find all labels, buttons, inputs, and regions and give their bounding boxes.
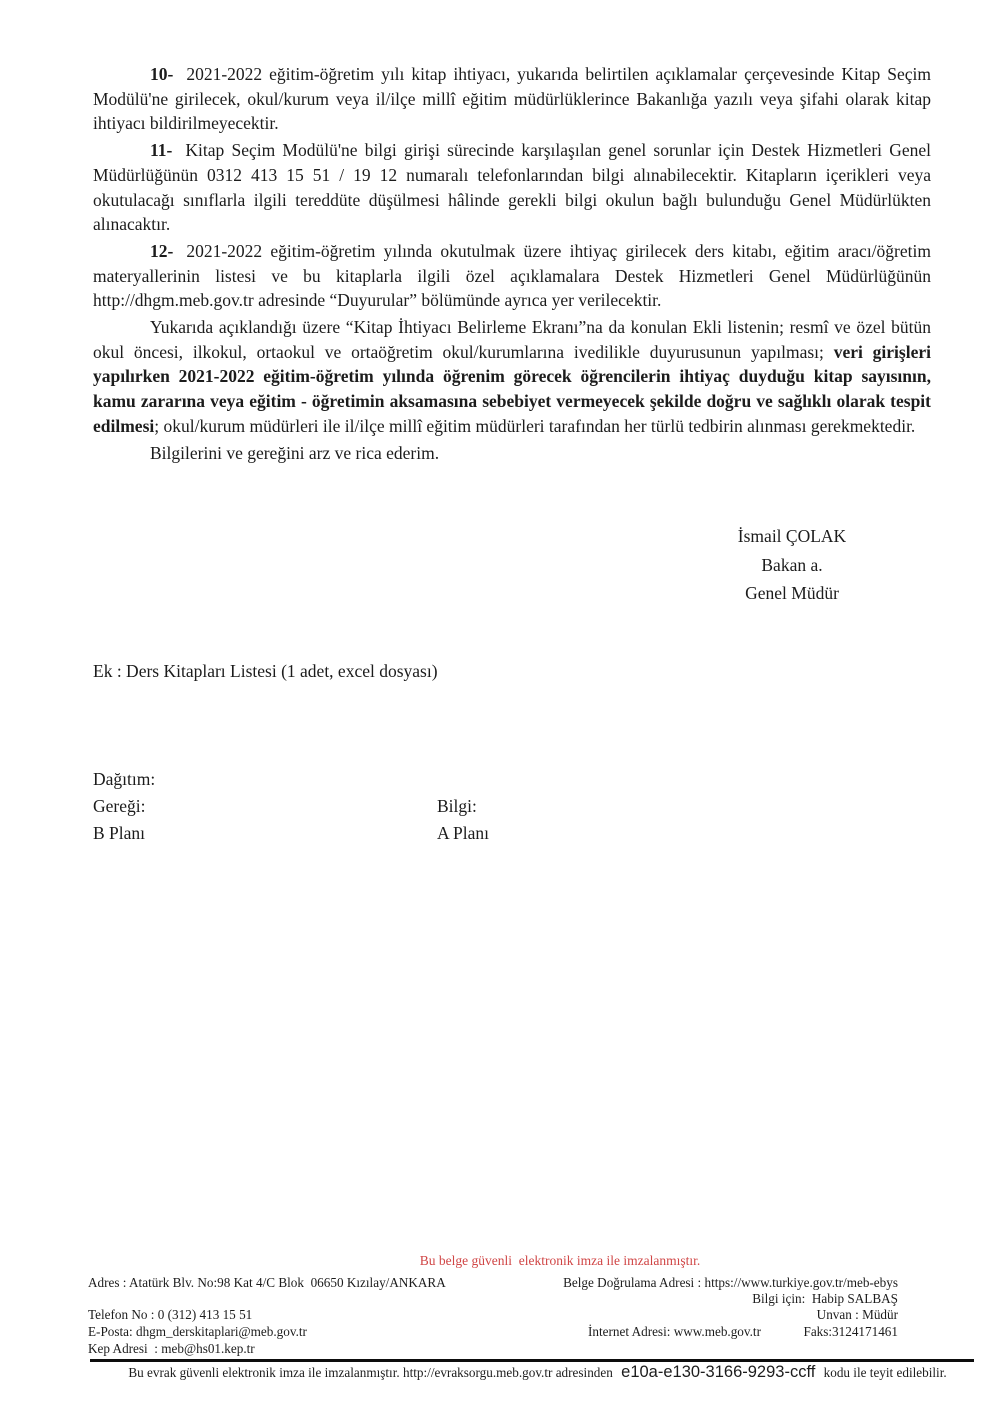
paragraph-11-number: 11- xyxy=(150,140,173,161)
footer-kep: Kep Adresi : meb@hs01.kep.tr xyxy=(88,1341,255,1356)
footer-title: Unvan : Müdür xyxy=(816,1307,898,1322)
signer-title-2: Genel Müdür xyxy=(745,583,839,604)
verification-suffix: kodu ile teyit edilebilir. xyxy=(820,1365,947,1380)
letter-body xyxy=(93,62,931,467)
footer-address: Adres : Atatürk Blv. No:98 Kat 4/C Blok 06650 Kızılay/ANKARA xyxy=(88,1275,446,1290)
distribution-block xyxy=(93,766,693,847)
final-paragraph-part3: ; okul/kurum müdürleri ile il/ilçe millî eğitim müdürleri tarafından her türlü tedbirin alınması gerekmektedir. xyxy=(154,415,916,436)
footer-info-contact: Bilgi için: Habip SALBAŞ xyxy=(752,1291,898,1306)
footer-divider xyxy=(90,1359,974,1362)
paragraph-11-text: Kitap Seçim Modülü'ne bilgi girişi sürecinde karşılaşılan genel sorunlar için Destek Hizmetleri Genel Müdürlüğünün 0312 413 15 51 / 19 12 numaralı telefonlarından bilgi alınabilecektir. Kitapların içerikleri veya okutulacağı sınıflarla ilgili tereddüte düşülmesi hâlinde gerekli bilgi okulun bağlı bulunduğu Genel Müdürlükten alınacaktır. xyxy=(93,140,931,235)
distribution-labels-row xyxy=(93,793,693,820)
footer-phone: Telefon No : 0 (312) 413 15 51 xyxy=(88,1307,253,1322)
esign-notice: Bu belge güvenli elektronik imza ile imzalanmıştır. xyxy=(419,1253,701,1268)
verification-line xyxy=(75,1363,1000,1382)
distribution-left-label: Gereği: xyxy=(93,796,146,816)
signer-title-1: Bakan a. xyxy=(761,554,823,575)
distribution-values-row xyxy=(93,820,693,847)
paragraph-12-text: 2021-2022 eğitim-öğretim yılında okutulmak üzere ihtiyaç girilecek ders kitabı, eğitim aracı/öğretim materyallerinin listesi ve bu kitaplarla ilgili özel açıklamalara Destek Hizmetleri Genel Müdürlüğünün http://dhgm.meb.gov.tr adresinde “Duyurular” bölümünde ayrıca yer verilecektir. xyxy=(93,240,931,311)
paragraph-12-number: 12- xyxy=(150,240,174,261)
footer-web: İnternet Adresi: www.meb.gov.tr xyxy=(588,1324,761,1339)
verification-code: e10a-e130-3166-9293-ccff xyxy=(621,1363,816,1381)
paragraph-final xyxy=(93,315,931,439)
distribution-heading: Dağıtım: xyxy=(93,769,156,789)
signer-name: İsmail ÇOLAK xyxy=(737,526,847,546)
paragraph-10-text: 2021-2022 eğitim-öğretim yılı kitap ihtiyacı, yukarıda belirtilen açıklamalar çerçevesinde Kitap Seçim Modülü'ne girilecek, okul/kurum veya il/ilçe millî eğitim müdürlüklerince Bakanlığa yazılı veya şifahi olarak kitap ihtiyacı bildirilmeyecektir. xyxy=(93,64,931,134)
signature-block xyxy=(632,522,952,608)
footer-email: E-Posta: dhgm_derskitaplari@meb.gov.tr xyxy=(88,1324,307,1339)
paragraph-10-number: 10- xyxy=(150,64,174,84)
attachment-line: Ek : Ders Kitapları Listesi (1 adet, excel dosyası) xyxy=(93,661,438,681)
final-paragraph-part1: Yukarıda açıklandığı üzere “Kitap İhtiyacı Belirleme Ekranı”na da konulan Ekli listenin; resmî ve özel bütün okul öncesi, ilkokul, ortaokul ve ortaöğretim okul/kurumlarına ivedilikle duyurusunun yapılması; xyxy=(93,317,931,362)
paragraph-12 xyxy=(93,239,931,313)
paragraph-11 xyxy=(93,138,931,237)
closing-line: Bilgilerini ve gereğini arz ve rica ederim. xyxy=(150,442,440,463)
paragraph-10 xyxy=(93,62,931,136)
footer-fax: Faks:3124171461 xyxy=(803,1324,898,1339)
distribution-right-label: Bilgi: xyxy=(437,796,477,816)
distribution-right-value: A Planı xyxy=(437,823,490,843)
verification-prefix: Bu evrak güvenli elektronik imza ile imzalanmıştır. http://evraksorgu.meb.gov.tr adresinden xyxy=(128,1365,617,1380)
final-paragraph-bold: veri girişleri yapılırken 2021-2022 eğitim-öğretim yılında öğrenim görecek öğrencilerin ihtiyaç duyduğu kitap sayısının, kamu zararına veya eğitim - öğretimin aksamasına sebebiyet vermeyecek şekilde doğru ve sağlıklı olarak tespit edilmesi xyxy=(93,341,931,436)
footer-verify-address: Belge Doğrulama Adresi : https://www.turkiye.gov.tr/meb-ebys xyxy=(563,1275,898,1290)
distribution-left-value: B Planı xyxy=(93,823,146,843)
